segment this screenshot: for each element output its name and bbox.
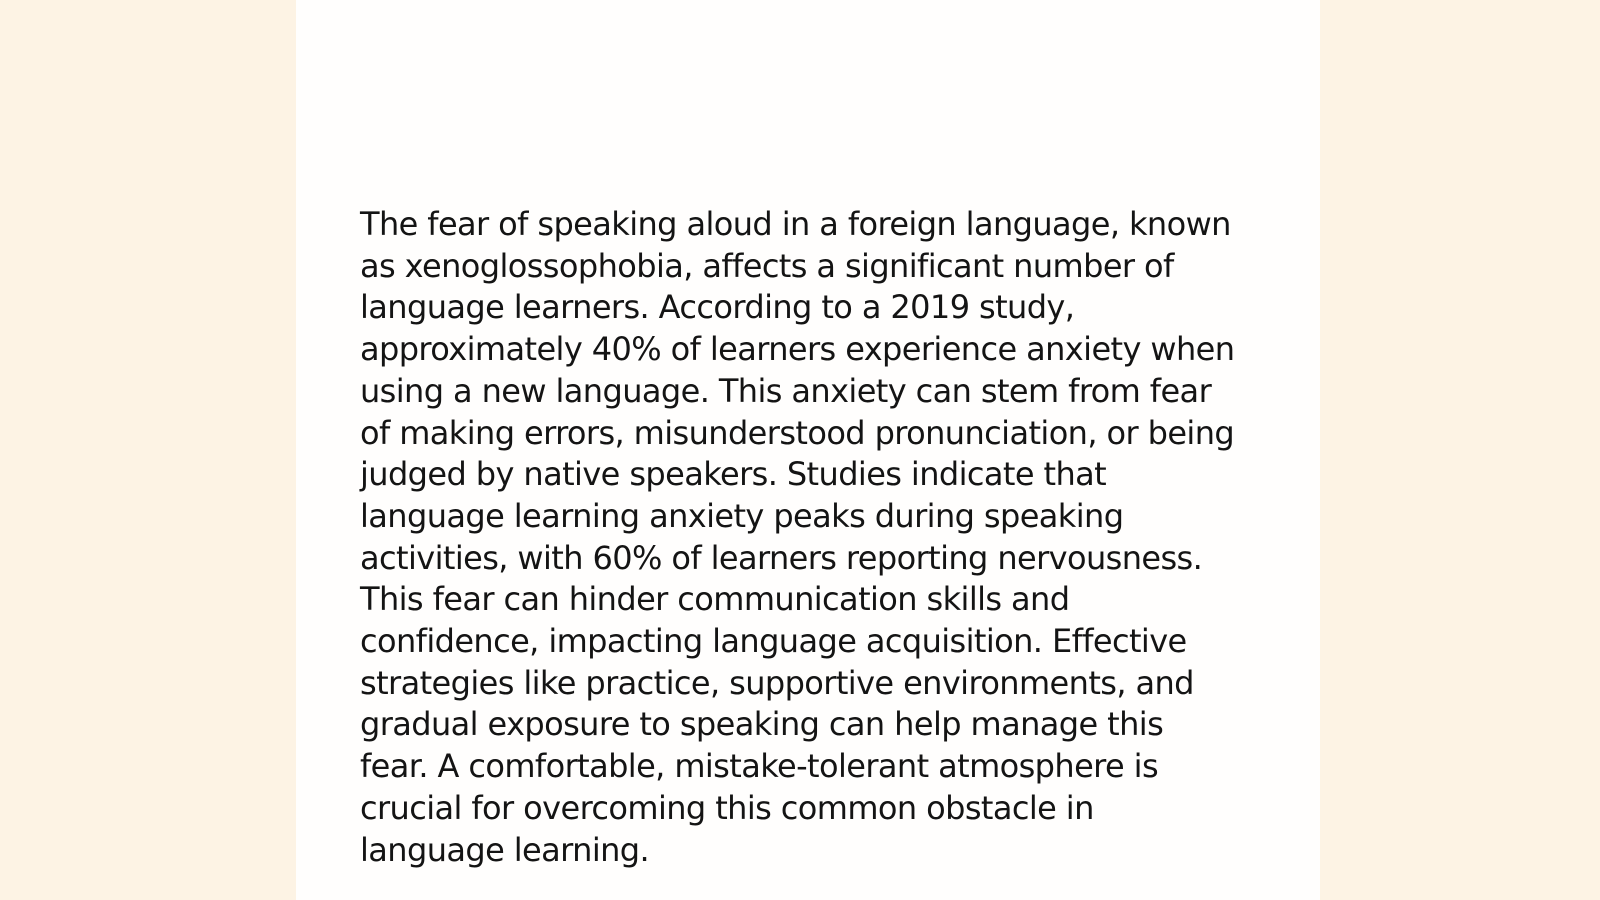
document-page [296,0,1320,900]
article-paragraph: The fear of speaking aloud in a foreign language, known as xenoglossophobia, affects a significant number of language learners. According to a 2019 study, approximately 40% of learners experience anxiety when using a new language. This anxiety can stem from fear of making errors, misunderstood pronunciation, or being judged by native speakers. Studies indicate that language learning anxiety peaks during speaking activities, with 60% of learners reporting nervousness. This fear can hinder communication skills and confidence, impacting language acquisition. Effective strategies like practice, supportive environments, and gradual exposure to speaking can help manage this fear. A comfortable, mistake-tolerant atmosphere is crucial for overcoming this common obstacle in language learning. [360,205,1235,869]
